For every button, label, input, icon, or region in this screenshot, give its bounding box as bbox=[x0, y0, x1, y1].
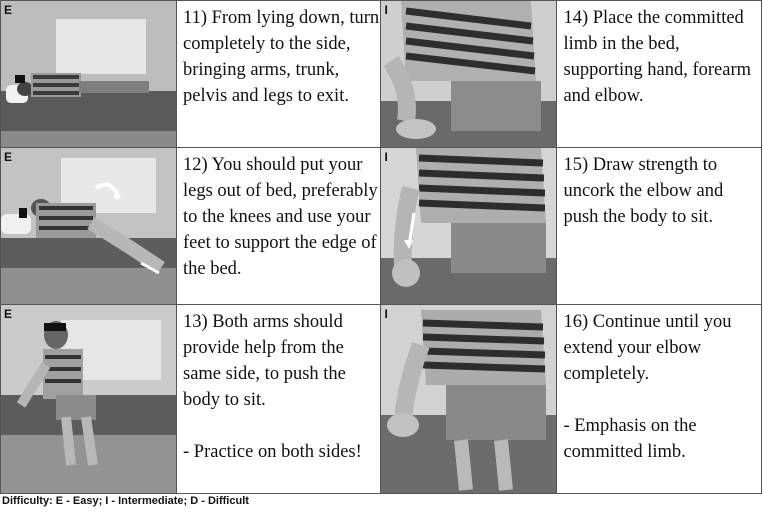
photo-step-11 bbox=[1, 1, 177, 148]
photo-step-13 bbox=[1, 305, 177, 494]
step-text: 12) You should put your legs out of bed, preferably to the knees and use your feet to support the edge of the bed. bbox=[183, 155, 378, 279]
photo-lying-on-bed bbox=[1, 1, 176, 147]
step-text: 16) Continue until you extend your elbow completely. bbox=[563, 312, 732, 384]
photo-step-12 bbox=[1, 148, 177, 305]
step-12-text bbox=[177, 148, 381, 305]
difficulty-tag: E bbox=[4, 3, 13, 17]
step-16-text bbox=[557, 305, 762, 494]
step-13-text bbox=[177, 305, 381, 494]
difficulty-tag: E bbox=[4, 307, 13, 321]
step-14-text bbox=[557, 1, 762, 148]
difficulty-tag: I bbox=[384, 150, 388, 164]
photo-both-arms-push bbox=[1, 305, 176, 493]
step-11-text bbox=[177, 1, 381, 148]
step-note: - Practice on both sides! bbox=[183, 442, 362, 462]
photo-step-15 bbox=[381, 148, 557, 305]
photo-step-16 bbox=[381, 305, 557, 494]
step-text: 14) Place the committed limb in the bed, supporting hand, forearm and elbow. bbox=[563, 8, 751, 106]
photo-hand-on-bed bbox=[381, 1, 556, 147]
difficulty-tag: I bbox=[384, 307, 388, 321]
photo-step-14 bbox=[381, 1, 557, 148]
step-note: - Emphasis on the committed limb. bbox=[563, 416, 697, 462]
difficulty-tag: E bbox=[4, 150, 13, 164]
step-text: 11) From lying down, turn completely to the side, bringing arms, trunk, pelvis and legs to exit. bbox=[183, 8, 380, 106]
difficulty-legend: Difficulty: E - Easy; I - Intermediate; D - Difficult bbox=[2, 495, 249, 507]
photo-legs-out-of-bed bbox=[1, 148, 176, 304]
step-15-text bbox=[557, 148, 762, 305]
photo-elbow-extended bbox=[381, 305, 556, 493]
step-text: 13) Both arms should provide help from the same side, to push the body to sit. bbox=[183, 312, 346, 410]
step-text: 15) Draw strength to uncork the elbow and push the body to sit. bbox=[563, 155, 724, 227]
difficulty-tag: I bbox=[384, 3, 388, 17]
photo-push-to-sit bbox=[381, 148, 556, 304]
